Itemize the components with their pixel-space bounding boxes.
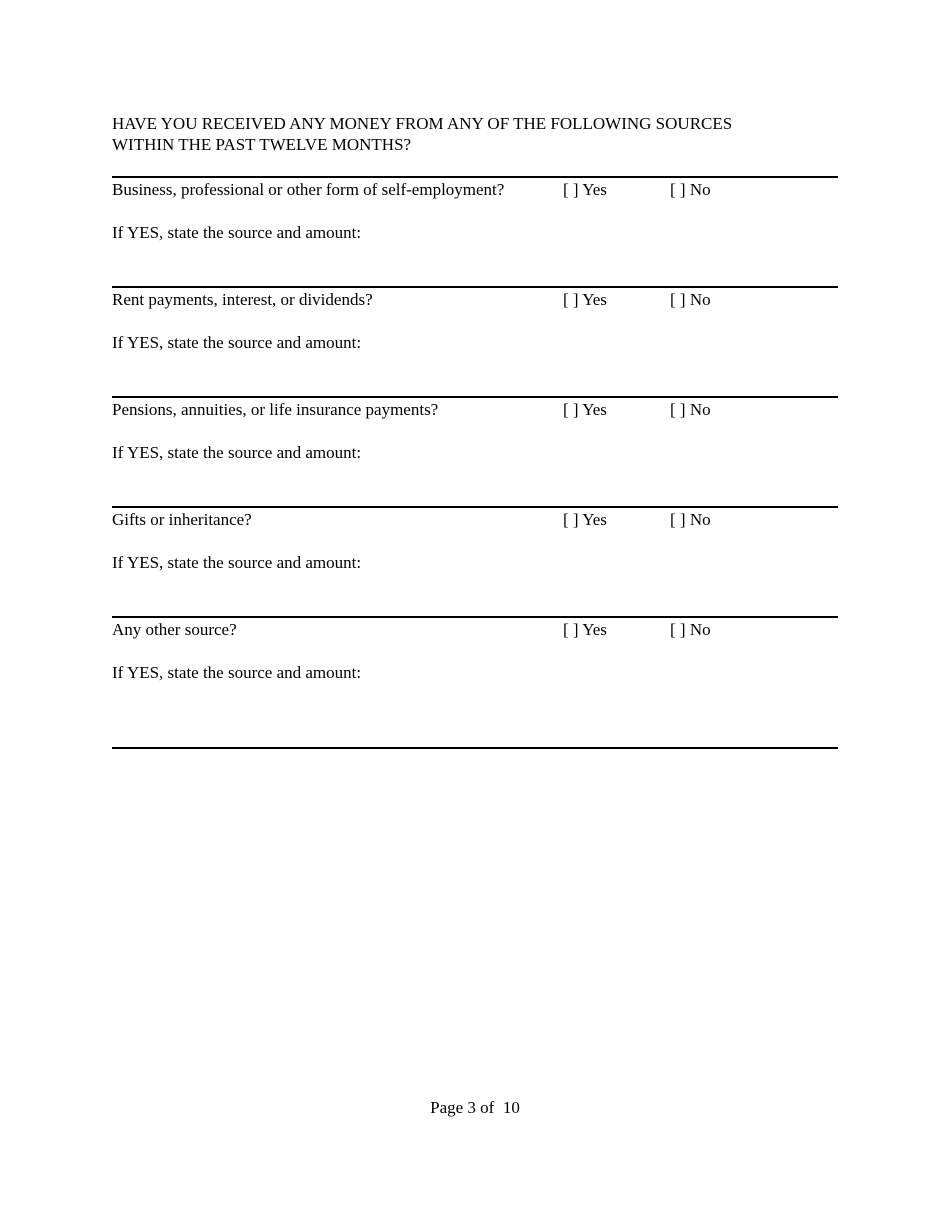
heading-line-2: WITHIN THE PAST TWELVE MONTHS? [112, 135, 412, 154]
no-checkbox[interactable]: [ ] No [670, 180, 711, 199]
question-row [112, 619, 838, 641]
yes-checkbox[interactable]: [ ] Yes [563, 510, 607, 529]
followup-label: If YES, state the source and amount: [112, 223, 362, 242]
no-checkbox[interactable]: [ ] No [670, 510, 711, 529]
no-checkbox[interactable]: [ ] No [670, 620, 711, 639]
heading-line-1: HAVE YOU RECEIVED ANY MONEY FROM ANY OF THE FOLLOWING SOURCES [112, 114, 733, 133]
yes-checkbox[interactable]: [ ] Yes [563, 180, 607, 199]
question-section-self-employment [112, 176, 838, 242]
question-row [112, 179, 838, 201]
question-row [112, 289, 838, 311]
followup-label: If YES, state the source and amount: [112, 553, 362, 572]
question-section-rent-interest-dividends [112, 286, 838, 352]
question-section-gifts-inheritance [112, 506, 838, 572]
page-heading [112, 113, 832, 155]
question-text: Business, professional or other form of self-employment? [112, 180, 505, 199]
page-number: Page 3 of 10 [430, 1098, 520, 1117]
yes-checkbox[interactable]: [ ] Yes [563, 290, 607, 309]
yes-checkbox[interactable]: [ ] Yes [563, 620, 607, 639]
followup-label: If YES, state the source and amount: [112, 333, 362, 352]
question-text: Rent payments, interest, or dividends? [112, 290, 373, 309]
question-row [112, 509, 838, 531]
question-text: Pensions, annuities, or life insurance payments? [112, 400, 439, 419]
question-row [112, 399, 838, 421]
followup-label: If YES, state the source and amount: [112, 443, 362, 462]
no-checkbox[interactable]: [ ] No [670, 290, 711, 309]
closing-divider [112, 747, 838, 749]
question-text: Any other source? [112, 620, 237, 639]
yes-checkbox[interactable]: [ ] Yes [563, 400, 607, 419]
question-section-other-source [112, 616, 838, 682]
no-checkbox[interactable]: [ ] No [670, 400, 711, 419]
followup-label: If YES, state the source and amount: [112, 663, 362, 682]
question-section-pensions-annuities [112, 396, 838, 462]
question-text: Gifts or inheritance? [112, 510, 252, 529]
